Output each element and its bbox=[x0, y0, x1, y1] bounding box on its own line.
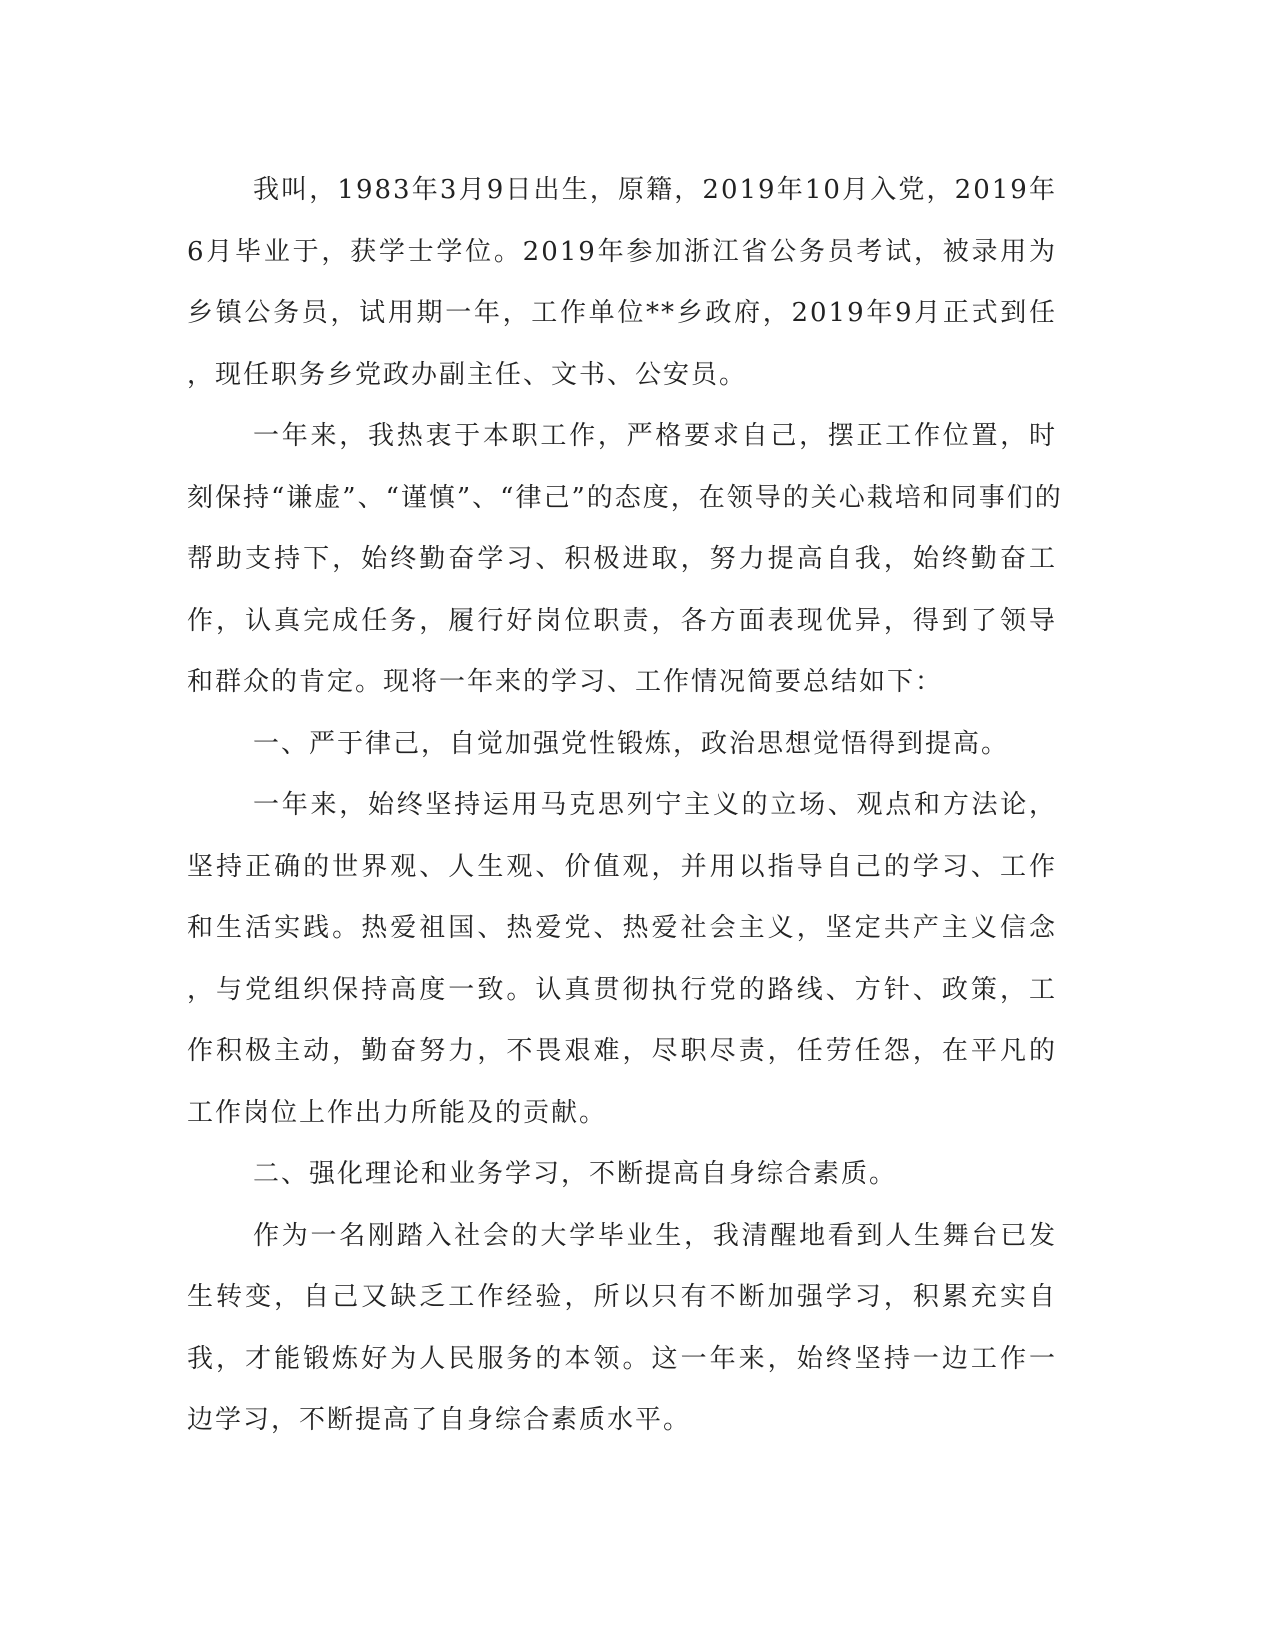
text-line: 生转变，自己又缺乏工作经验，所以只有不断加强学习，积累充实自 bbox=[187, 1282, 1057, 1312]
text-line: 帮助支持下，始终勤奋学习、积极进取，努力提高自我，始终勤奋工 bbox=[187, 544, 1057, 574]
text-line: 我，才能锻炼好为人民服务的本领。这一年来，始终坚持一边工作一 bbox=[187, 1343, 1057, 1374]
section-heading-1 bbox=[187, 714, 1057, 776]
text-line: 乡镇公务员，试用期一年，工作单位**乡政府，2019年9月正式到任 bbox=[187, 298, 1057, 328]
text-line: 6月毕业于，获学士学位。2019年参加浙江省公务员考试，被录用为 bbox=[187, 236, 1057, 267]
text-line: 一年来，我热衷于本职工作，严格要求自己，摆正工作位置，时 bbox=[253, 421, 1057, 451]
text-line: 一年来，始终坚持运用马克思列宁主义的立场、观点和方法论， bbox=[253, 790, 1057, 820]
document-body bbox=[187, 160, 1063, 1452]
paragraph-section-2 bbox=[187, 1206, 1057, 1452]
text-line: 刻保持“谦虚”、“谨慎”、“律己”的态度，在领导的关心栽培和同事们的 bbox=[187, 482, 1063, 513]
text-line: 和生活实践。热爱祖国、热爱党、热爱社会主义，坚定共产主义信念 bbox=[187, 913, 1057, 943]
text-line: 作为一名刚踏入社会的大学毕业生，我清醒地看到人生舞台已发 bbox=[253, 1220, 1057, 1251]
paragraph-intro bbox=[187, 160, 1057, 406]
text-line: 工作岗位上作出力所能及的贡献。 bbox=[187, 1097, 608, 1128]
text-line: 坚持正确的世界观、人生观、价值观，并用以指导自己的学习、工作 bbox=[187, 851, 1057, 882]
text-line: 边学习，不断提高了自身综合素质水平。 bbox=[187, 1405, 692, 1435]
heading-text: 二、强化理论和业务学习，不断提高自身综合素质。 bbox=[253, 1159, 898, 1189]
text-line: ，现任职务乡党政办副主任、文书、公安员。 bbox=[187, 359, 748, 390]
heading-text: 一、严于律己，自觉加强党性锻炼，政治思想觉悟得到提高。 bbox=[253, 728, 1010, 759]
text-line: ，与党组织保持高度一致。认真贯彻执行党的路线、方针、政策，工 bbox=[187, 974, 1057, 1005]
text-line: 作积极主动，勤奋努力，不畏艰难，尽职尽责，任劳任怨，在平凡的 bbox=[187, 1036, 1057, 1066]
paragraph-overview bbox=[187, 406, 1063, 714]
section-heading-2 bbox=[187, 1144, 1057, 1206]
paragraph-section-1 bbox=[187, 775, 1057, 1144]
text-line: 作，认真完成任务，履行好岗位职责，各方面表现优异，得到了领导 bbox=[187, 605, 1057, 636]
text-line: 和群众的肯定。现将一年来的学习、工作情况简要总结如下： bbox=[187, 667, 944, 697]
text-line: 我叫，1983年3月9日出生，原籍，2019年10月入党，2019年 bbox=[253, 175, 1057, 205]
